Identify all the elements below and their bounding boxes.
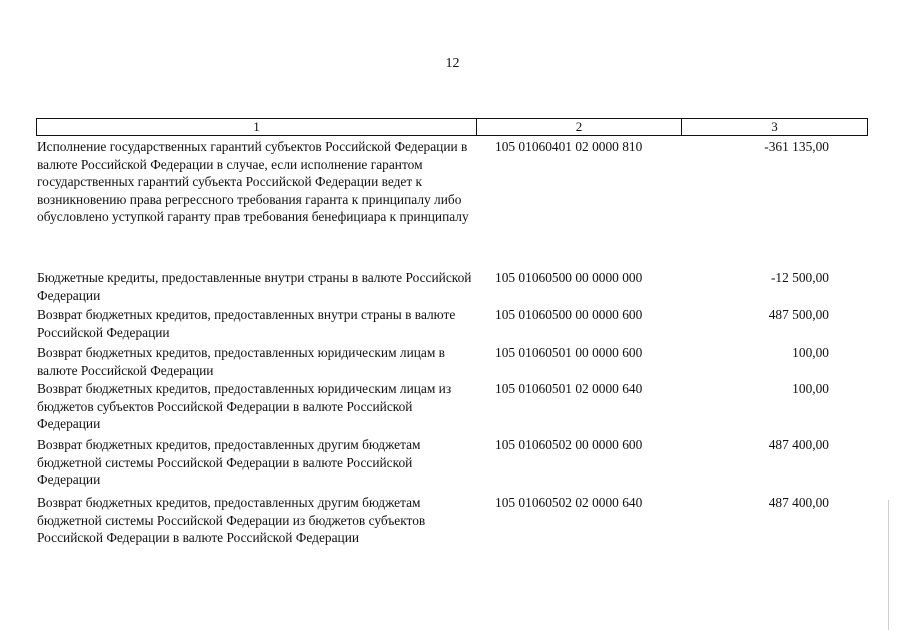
column-header-1: 1: [37, 119, 477, 135]
row-description: Возврат бюджетных кредитов, предоставленных юридическим лицам из бюджетов субъектов Российской Федерации в валюте Российской Федерации: [37, 381, 452, 432]
row-description: Возврат бюджетных кредитов, предоставленных другим бюджетам бюджетной системы Российской Федерации из бюджетов субъектов Российской Федерации в валюте Российской Федерации: [37, 495, 426, 546]
row-code: 105 01060502 02 0000 640: [495, 495, 643, 510]
row-code: 105 01060500 00 0000 600: [495, 307, 643, 322]
column-header-3: 3: [771, 119, 778, 134]
row-description: Возврат бюджетных кредитов, предоставленных юридическим лицам в валюте Российской Федерации: [37, 345, 446, 378]
row-code: 105 01060500 00 0000 000: [495, 270, 643, 285]
row-code: 105 01060501 02 0000 640: [495, 381, 643, 396]
column-header-2: 2: [477, 119, 682, 135]
row-amount: 100,00: [792, 381, 829, 396]
row-amount: 487 400,00: [768, 437, 829, 452]
row-amount: -361 135,00: [764, 139, 829, 154]
row-code: 105 01060401 02 0000 810: [495, 139, 643, 154]
row-amount: 487 400,00: [768, 495, 829, 510]
row-description: Бюджетные кредиты, предоставленные внутри страны в валюте Российской Федерации: [37, 270, 472, 303]
scan-artifact-line: [888, 500, 889, 630]
table-header-row: [36, 118, 868, 136]
row-description: Возврат бюджетных кредитов, предоставленных внутри страны в валюте Российской Федерации: [37, 307, 456, 340]
row-description: Исполнение государственных гарантий субъектов Российской Федерации в валюте Российской Федерации в случае, если исполнение гарантом государственных гарантий субъекта Российской Федерации ведет к возникновению права регрессного требования гаранта к принципалу либо обусловлено уступкой гаранту прав требования бенефициара к принципалу: [37, 139, 469, 225]
row-amount: -12 500,00: [770, 270, 829, 285]
row-description: Возврат бюджетных кредитов, предоставленных другим бюджетам бюджетной системы Российской Федерации в валюте Российской Федерации: [37, 437, 421, 488]
row-code: 105 01060501 00 0000 600: [495, 345, 643, 360]
row-amount: 100,00: [792, 345, 829, 360]
row-code: 105 01060502 00 0000 600: [495, 437, 643, 452]
row-amount: 487 500,00: [768, 307, 829, 322]
page-number: 12: [445, 56, 460, 71]
